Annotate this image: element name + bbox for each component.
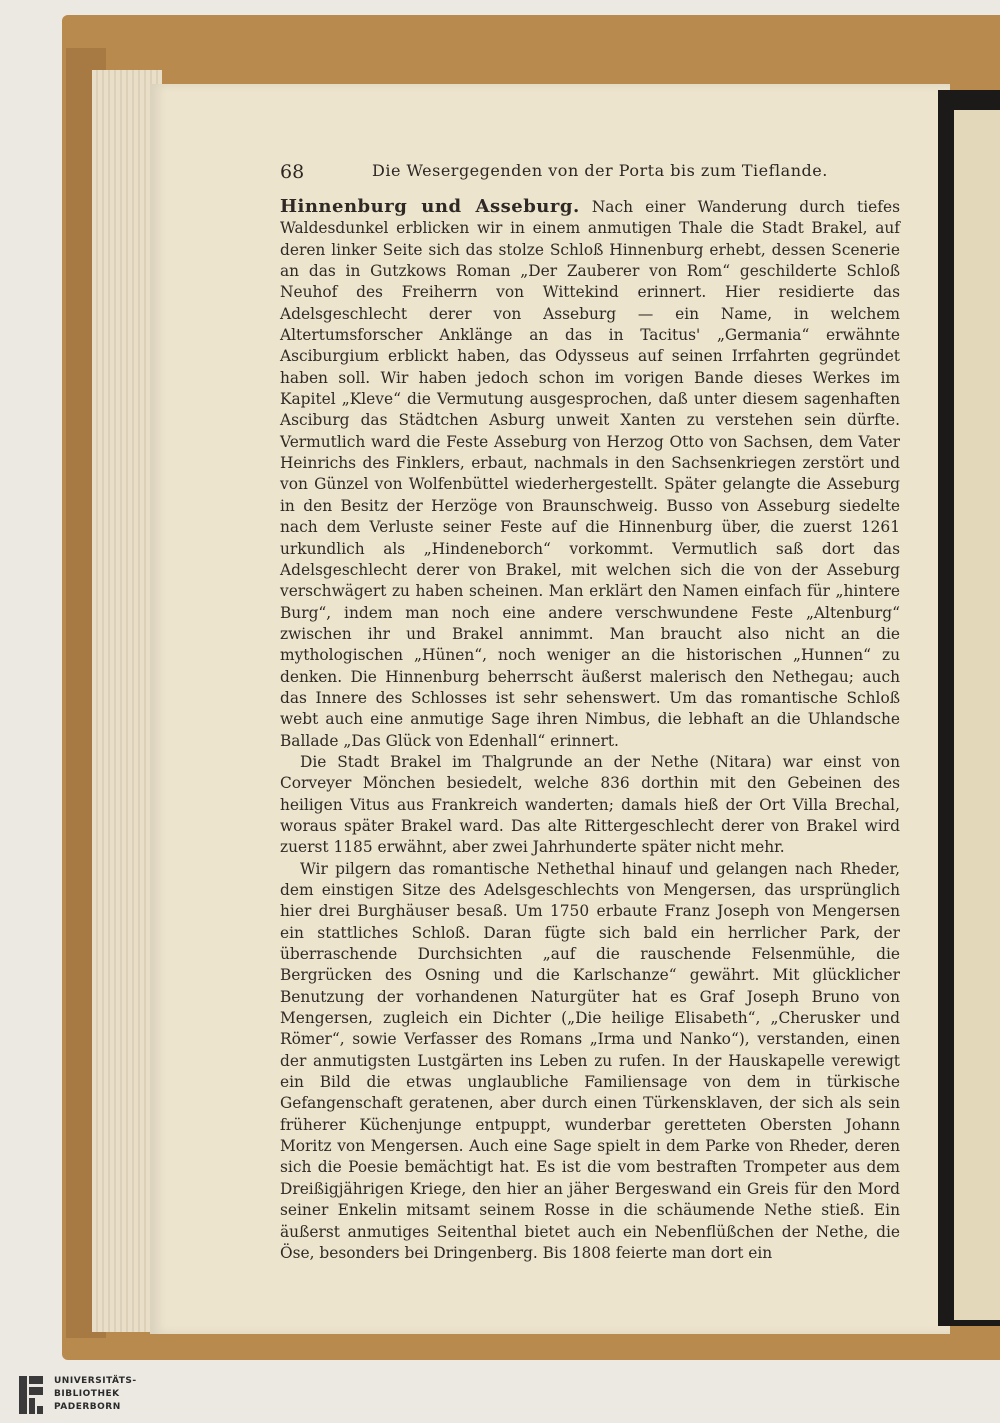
running-title: Die Wesergegenden von der Porta bis zum Tieflande.: [372, 161, 828, 180]
library-logo-mark-icon: [18, 1375, 44, 1415]
paragraph-text: Nach einer Wanderung durch tiefes Waldesdunkel erblicken wir in einem anmutigen Thale die Stadt Brakel, auf deren linker Seite sich das stolze Schloß Hinnenburg erhebt, dessen Scenerie an das in Gutzkows Roman „Der Zauberer von Rom“ geschilderte Schloß Neuhof des Freiherrn von Wittekind erinnert. Hier residierte das Adelsgeschlecht derer von Asseburg — ein Name, in welchem Altertumsforscher Anklänge an das in Tacitus' „Germania“ erwähnte Asciburgium erblickt haben, das Odysseus auf seinen Irrfahrten gegründet haben soll. Wir haben jedoch schon im vorigen Bande dieses Werkes im Kapitel „Kleve“ die Vermutung ausgesprochen, daß unter diesem sagenhaften Asciburg das Städtchen Asburg unweit Xanten zu verstehen sein dürfte. Vermutlich ward die Feste Asseburg von Herzog Otto von Sachsen, dem Vater Heinrichs des Finklers, erbaut, nachmals in den Sachsenkriegen zerstört und von Günzel von Wolfenbüttel wiederhergestellt. Später gelangte die Asseburg in den Besitz der Herzöge von Braunschweig. Busso von Asseburg siedelte nach dem Verluste seiner Feste auf die Hinnenburg über, die zuerst 1261 urkundlich als „Hindeneborch“ vorkommt. Vermutlich saß dort das Adelsgeschlecht derer von Brakel, mit welchen sich die von der Asseburg verschwägert zu haben scheinen. Man erklärt den Namen einfach für „hintere Burg“, indem man noch eine andere verschwundene Feste „Altenburg“ zwischen ihr und Brakel annimmt. Man braucht also nicht an die mythologischen „Hünen“, noch weniger an die historischen „Hunnen“ zu denken. Die Hinnenburg beherrscht äußerst malerisch den Nethegau; auch das Innere des Schlosses ist sehr sehenswert. Um das romantische Schloß webt auch eine anmutige Sage ihren Nimbus, die lebhaft an die Uhlandsche Ballade „Das Glück von Edenhall“ erinnert.: [280, 198, 900, 750]
library-logo-text: [54, 1375, 137, 1414]
paragraph: Die Stadt Brakel im Thalgrunde an der Nethe (Nitara) war einst von Corveyer Mönchen besiedelt, welche 836 dorthin mit den Gebeinen des heiligen Vitus aus Frankreich wanderten; damals hieß der Ort Villa Brechal, woraus später Brakel ward. Das alte Rittergeschlecht derer von Brakel wird zuerst 1185 erwähnt, aber zwei Jahrhunderte später nicht mehr.: [280, 752, 900, 857]
section-heading: Hinnenburg und Asseburg.: [280, 196, 580, 217]
facing-page-edge: [954, 110, 1000, 1320]
logo-line: BIBLIOTHEK: [54, 1389, 120, 1399]
paragraph: Wir pilgern das romantische Nethethal hinauf und gelangen nach Rheder, dem einstigen Sitze des Adelsgeschlechts von Mengersen, das ursprünglich hier drei Burghäuser besaß. Um 1750 erbaute Franz Joseph von Mengersen ein stattliches Schloß. Daran fügte sich bald ein herrlicher Park, der überraschende Durchsichten „auf die rauschende Felsenmühle, die Bergrücken des Osning und die Karlschanze“ gewährt. Mit glücklicher Benutzung der vorhandenen Naturgüter hat es Graf Joseph Bruno von Mengersen, zugleich ein Dichter („Die heilige Elisabeth“, „Cherusker und Römer“, sowie Verfasser des Romans „Irma und Nanko“), verstanden, einen der anmutigsten Lustgärten ins Leben zu rufen. In der Hauskapelle verewigt ein Bild die etwas unglaubliche Familiensage von dem in türkische Gefangenschaft geratenen, aber durch einen Türkensklaven, der sich als sein früherer Küchenjunge entpuppt, wunderbar geretteten Obersten Johann Moritz von Mengersen. Auch eine Sage spielt in dem Parke von Rheder, deren sich die Poesie bemächtigt hat. Es ist die vom bestraften Trompeter aus dem Dreißigjährigen Kriege, den hier an jäher Bergeswand ein Greis für den Mord seiner Enkelin mitsamt seinem Rosse in die schäumende Nethe stieß. Ein äußerst anmutiges Seitenthal bietet auch ein Nebenflüßchen der Nethe, die Öse, besonders bei Dringenberg. Bis 1808 feierte man dort ein: [280, 859, 900, 1262]
page-number: 68: [280, 161, 305, 183]
page-header: [280, 157, 900, 191]
text-body: [280, 196, 900, 1264]
library-logo: [0, 1367, 160, 1423]
paragraph: [280, 196, 900, 752]
logo-line: PADERBORN: [54, 1402, 121, 1412]
logo-line: UNIVERSITÄTS-: [54, 1376, 137, 1386]
